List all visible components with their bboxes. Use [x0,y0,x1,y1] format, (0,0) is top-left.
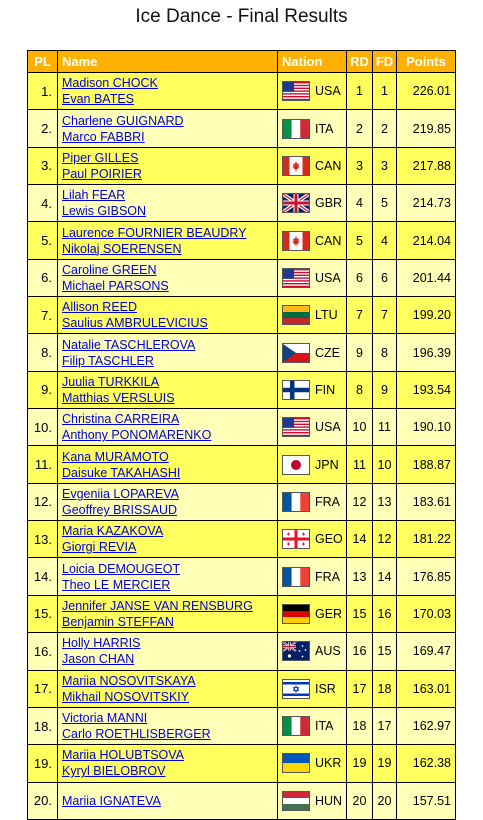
nation-cell [278,185,347,222]
rd-cell: 9 [347,334,373,371]
fd-cell: 14 [373,558,397,595]
skater-link-1[interactable]: Victoria MANNI [62,711,148,726]
fd-cell: 7 [373,297,397,334]
nation-code: ITA [315,719,334,734]
table-row [28,707,456,744]
rd-cell: 5 [347,222,373,259]
header-fd: FD [373,51,397,73]
table-row [28,259,456,296]
fd-cell: 4 [373,222,397,259]
nation-code: USA [315,420,341,435]
skater-link-2[interactable]: Kyryl BIELOBROV [62,764,166,779]
points-cell: 219.85 [397,110,456,147]
lithuania-flag-icon [282,305,310,325]
table-row [28,73,456,110]
georgia-flag-icon [282,529,310,549]
nation-code: ITA [315,121,334,136]
name-cell [58,334,278,371]
italy-flag-icon [282,716,310,736]
nation-cell [278,147,347,184]
points-cell: 199.20 [397,297,456,334]
header-pl: PL [28,51,58,73]
name-cell [58,633,278,670]
skater-link-1[interactable]: Caroline GREEN [62,262,157,277]
nation-code: FRA [315,569,340,584]
name-cell [58,73,278,110]
placement-cell: 3. [28,147,58,184]
points-cell: 157.51 [397,782,456,819]
name-cell [58,297,278,334]
skater-link-1[interactable]: Kana MURAMOTO [62,449,169,464]
nation-code: GBR [315,196,343,211]
placement-cell: 2. [28,110,58,147]
nation-code: UKR [315,756,342,771]
table-row [28,446,456,483]
hungary-flag-icon [282,791,310,811]
fd-cell: 2 [373,110,397,147]
fd-cell: 15 [373,633,397,670]
header-points: Points [397,51,456,73]
fd-cell: 8 [373,334,397,371]
nation-cell [278,483,347,520]
rd-cell: 16 [347,633,373,670]
header-rd: RD [347,51,373,73]
skater-link-1[interactable]: Laurence FOURNIER BEAUDRY [62,225,247,240]
placement-cell: 9. [28,371,58,408]
points-cell: 226.01 [397,73,456,110]
rd-cell: 14 [347,521,373,558]
skater-link-2[interactable]: Mikhail NOSOVITSKIY [62,689,190,704]
skater-link-2[interactable]: Matthias VERSLUIS [62,390,175,405]
nation-cell [278,782,347,819]
nation-cell [278,670,347,707]
points-cell: 201.44 [397,259,456,296]
table-row [28,782,456,819]
australia-flag-icon [282,641,310,661]
placement-cell: 5. [28,222,58,259]
usa-flag-icon [282,81,310,101]
table-row [28,147,456,184]
nation-code: USA [315,84,341,99]
skater-link-1[interactable]: Holly HARRIS [62,636,141,651]
table-row [28,185,456,222]
skater-link-1[interactable]: Charlene GUIGNARD [62,113,184,128]
fd-cell: 20 [373,782,397,819]
nation-cell [278,521,347,558]
nation-code: AUS [315,644,341,659]
nation-cell [278,259,347,296]
name-cell [58,147,278,184]
nation-code: GEO [315,532,343,547]
nation-cell [278,297,347,334]
rd-cell: 13 [347,558,373,595]
placement-cell: 18. [28,707,58,744]
points-cell: 169.47 [397,633,456,670]
skater-link-1[interactable]: Madison CHOCK [62,76,158,91]
fd-cell: 3 [373,147,397,184]
skater-link-2[interactable]: Evan BATES [62,92,135,107]
placement-cell: 7. [28,297,58,334]
placement-cell: 10. [28,409,58,446]
nation-cell [278,633,347,670]
nation-code: GER [315,606,343,621]
placement-cell: 6. [28,259,58,296]
points-cell: 193.54 [397,371,456,408]
nation-cell [278,73,347,110]
fd-cell: 9 [373,371,397,408]
japan-flag-icon [282,455,310,475]
rd-cell: 12 [347,483,373,520]
nation-code: FIN [315,382,336,397]
nation-code: ISR [315,681,336,696]
skater-link-2[interactable]: Nikolaj SOERENSEN [62,241,182,256]
rd-cell: 6 [347,259,373,296]
points-cell: 162.97 [397,707,456,744]
placement-cell: 15. [28,595,58,632]
points-cell: 181.22 [397,521,456,558]
skater-link-2[interactable]: Michael PARSONS [62,278,169,293]
skater-link-1[interactable]: Evgeniia LOPAREVA [62,486,179,501]
rd-cell: 11 [347,446,373,483]
name-cell [58,446,278,483]
points-cell: 214.73 [397,185,456,222]
fd-cell: 1 [373,73,397,110]
name-cell [58,782,278,819]
fd-cell: 12 [373,521,397,558]
name-cell [58,670,278,707]
nation-code: CAN [315,233,342,248]
page-title: Ice Dance - Final Results [135,6,348,27]
skater-link-2[interactable]: Filip TASCHLER [62,353,154,368]
name-cell [58,595,278,632]
nation-code: HUN [315,793,343,808]
nation-code: FRA [315,494,340,509]
name-cell [58,707,278,744]
placement-cell: 11. [28,446,58,483]
rd-cell: 1 [347,73,373,110]
placement-cell: 19. [28,745,58,782]
ukraine-flag-icon [282,753,310,773]
skater-link-2[interactable]: Theo LE MERCIER [62,577,171,592]
rd-cell: 4 [347,185,373,222]
rd-cell: 17 [347,670,373,707]
skater-link-1[interactable]: Allison REED [62,300,138,315]
czech-flag-icon [282,343,310,363]
skater-link-2[interactable]: Giorgi REVIA [62,540,137,555]
name-cell [58,110,278,147]
rd-cell: 3 [347,147,373,184]
rd-cell: 20 [347,782,373,819]
nation-cell [278,446,347,483]
fd-cell: 11 [373,409,397,446]
nation-cell [278,707,347,744]
placement-cell: 4. [28,185,58,222]
points-cell: 188.87 [397,446,456,483]
table-row [28,521,456,558]
fd-cell: 6 [373,259,397,296]
table-row [28,558,456,595]
canada-flag-icon [282,156,310,176]
italy-flag-icon [282,119,310,139]
fd-cell: 19 [373,745,397,782]
skater-link-1[interactable]: Christina CARREIRA [62,412,180,427]
israel-flag-icon [282,679,310,699]
fd-cell: 10 [373,446,397,483]
table-row [28,670,456,707]
placement-cell: 8. [28,334,58,371]
rd-cell: 19 [347,745,373,782]
nation-cell [278,334,347,371]
name-cell [58,483,278,520]
skater-link-2[interactable]: Benjamin STEFFAN [62,614,174,629]
table-row [28,745,456,782]
placement-cell: 16. [28,633,58,670]
nation-cell [278,409,347,446]
nation-code: CAN [315,158,342,173]
points-cell: 196.39 [397,334,456,371]
points-cell: 170.03 [397,595,456,632]
skater-link-2[interactable]: Daisuke TAKAHASHI [62,465,181,480]
points-cell: 190.10 [397,409,456,446]
name-cell [58,259,278,296]
table-row [28,409,456,446]
name-cell [58,558,278,595]
nation-code: USA [315,270,341,285]
rd-cell: 2 [347,110,373,147]
skater-link-1[interactable]: Maria KAZAKOVA [62,524,164,539]
skater-link-2[interactable]: Lewis GIBSON [62,204,147,219]
table-row [28,595,456,632]
finland-flag-icon [282,380,310,400]
nation-cell [278,371,347,408]
france-flag-icon [282,492,310,512]
skater-link-2[interactable]: Jason CHAN [62,652,135,667]
points-cell: 214.04 [397,222,456,259]
skater-link-2[interactable]: Carlo ROETHLISBERGER [62,727,211,742]
nation-cell [278,110,347,147]
results-table [27,50,456,820]
skater-link-1[interactable]: Loicia DEMOUGEOT [62,561,181,576]
points-cell: 183.61 [397,483,456,520]
table-row [28,297,456,334]
skater-link-1[interactable]: Mariia IGNATEVA [62,793,161,808]
nation-code: JPN [315,457,339,472]
fd-cell: 18 [373,670,397,707]
france-flag-icon [282,567,310,587]
skater-link-1[interactable]: Juulia TURKKILA [62,374,160,389]
table-header-row [28,51,456,73]
name-cell [58,409,278,446]
placement-cell: 17. [28,670,58,707]
name-cell [58,745,278,782]
nation-code: LTU [315,308,338,323]
rd-cell: 8 [347,371,373,408]
skater-link-2[interactable]: Anthony PONOMARENKO [62,428,212,443]
points-cell: 217.88 [397,147,456,184]
skater-link-2[interactable]: Geoffrey BRISSAUD [62,502,178,517]
nation-cell [278,595,347,632]
canada-flag-icon [282,231,310,251]
header-name: Name [58,51,278,73]
rd-cell: 7 [347,297,373,334]
uk-flag-icon [282,193,310,213]
skater-link-2[interactable]: Saulius AMBRULEVICIUS [62,316,208,331]
table-row [28,222,456,259]
table-row [28,334,456,371]
skater-link-2[interactable]: Paul POIRIER [62,166,142,181]
skater-link-1[interactable]: Lilah FEAR [62,188,126,203]
rd-cell: 18 [347,707,373,744]
header-nation: Nation [278,51,347,73]
rd-cell: 15 [347,595,373,632]
fd-cell: 16 [373,595,397,632]
placement-cell: 20. [28,782,58,819]
points-cell: 176.85 [397,558,456,595]
table-row [28,110,456,147]
name-cell [58,371,278,408]
points-cell: 162.38 [397,745,456,782]
nation-cell [278,745,347,782]
skater-link-1[interactable]: Natalie TASCHLEROVA [62,337,196,352]
name-cell [58,521,278,558]
fd-cell: 13 [373,483,397,520]
nation-cell [278,222,347,259]
skater-link-1[interactable]: Mariia NOSOVITSKAYA [62,673,196,688]
skater-link-1[interactable]: Piper GILLES [62,150,139,165]
points-cell: 163.01 [397,670,456,707]
placement-cell: 1. [28,73,58,110]
table-row [28,371,456,408]
rd-cell: 10 [347,409,373,446]
table-row [28,633,456,670]
placement-cell: 12. [28,483,58,520]
nation-code: CZE [315,345,340,360]
name-cell [58,185,278,222]
placement-cell: 14. [28,558,58,595]
fd-cell: 17 [373,707,397,744]
name-cell [58,222,278,259]
germany-flag-icon [282,604,310,624]
fd-cell: 5 [373,185,397,222]
usa-flag-icon [282,417,310,437]
table-row [28,483,456,520]
nation-cell [278,558,347,595]
placement-cell: 13. [28,521,58,558]
skater-link-1[interactable]: Jennifer JANSE VAN RENSBURG [62,598,253,613]
usa-flag-icon [282,268,310,288]
skater-link-2[interactable]: Marco FABBRI [62,129,145,144]
skater-link-1[interactable]: Mariia HOLUBTSOVA [62,748,185,763]
